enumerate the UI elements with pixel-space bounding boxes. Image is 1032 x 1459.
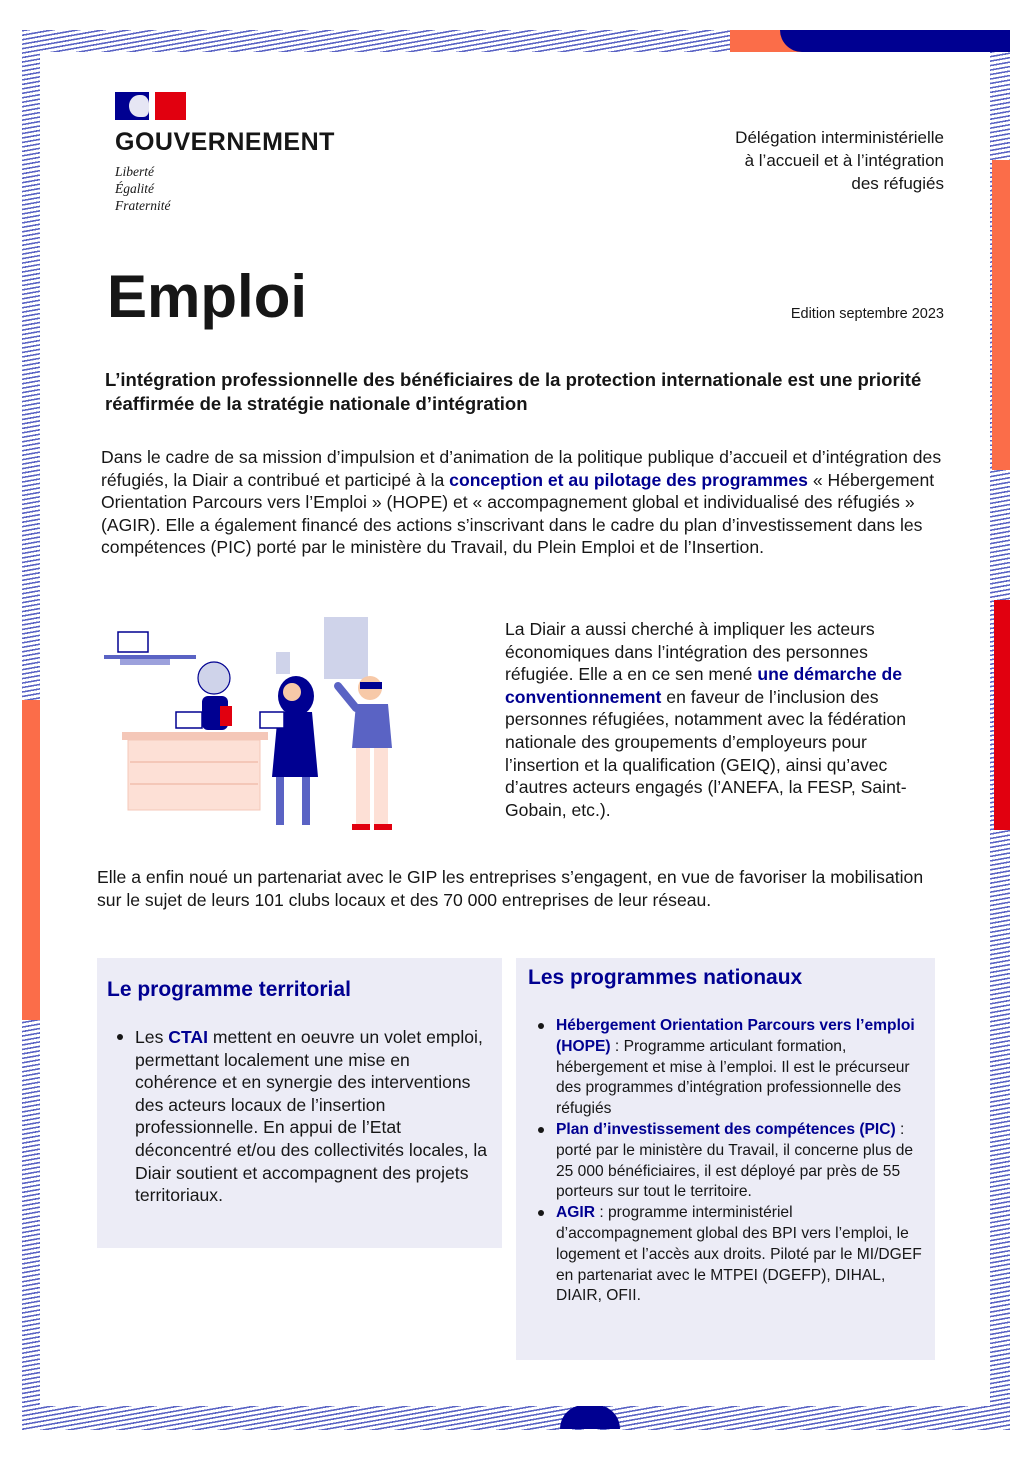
text-span: en faveur de l’inclusion des personnes réfugiées, notamment avec la fédération nationale des groupements d’employeurs pour l’insertion et la qualification (GEIQ), ainsi qu’avec d’autres acteurs engagés (l’ANEFA, la FESP, Saint-Gobain, etc.). <box>505 686 907 820</box>
item-label: AGIR <box>556 1204 595 1222</box>
list-item <box>528 1016 923 1120</box>
text-span: mettent en oeuvre un volet emploi, permettant localement une mise en cohérence et en synergie des interventions des acteurs locaux de l’insertion professionnelle. En appui de l’Etat déconcentré et/ou des collectivités locales, la Diair soutient et accompagnent des projets territoriaux. <box>135 1027 488 1206</box>
item-label: Plan d’investissement des compétences (PIC) <box>556 1120 896 1138</box>
motto-line: Fraternité <box>115 198 171 213</box>
box-heading: Le programme territorial <box>107 978 351 1001</box>
highlighted-text: une démarche de conventionnement <box>505 664 903 707</box>
delegation-line: Délégation interministérielle <box>735 128 944 147</box>
delegation-line: à l’accueil et à l’intégration <box>744 151 944 170</box>
text-span: Dans le cadre de sa mission d’impulsion et d’animation de la politique publique d’accueil et d’intégration des réfugiés, la Diair a contribué et participé à la <box>101 447 942 490</box>
text-span: : Programme articulant formation, hébergement et mise à l’emploi. Il est le précurseur des programmes d’intégration professionnelle des réfugiés <box>556 1037 910 1118</box>
text-span: Les <box>135 1027 169 1047</box>
bullet-list <box>107 1026 490 1207</box>
territorial-program-box <box>97 958 502 1248</box>
gip-paragraph: Elle a enfin noué un partenariat avec le GIP les entreprises s’engagent, en vue de favoriser la mobilisation sur le sujet de leurs 101 clubs locaux et des 70 000 entreprises de leur réseau. <box>97 867 924 910</box>
list-item <box>528 1203 923 1307</box>
motto <box>115 163 335 214</box>
text-span: : porté par le ministère du Travail, il concerne plus de 25 000 bénéficiaires, il est déployé par près de 55 porteurs sur tout le territoire. <box>556 1120 914 1201</box>
delegation-line: des réfugiés <box>851 174 944 193</box>
page-title: Emploi <box>107 263 308 330</box>
partners-paragraph <box>505 618 935 821</box>
list-item <box>107 1026 490 1207</box>
government-name: GOUVERNEMENT <box>115 128 335 156</box>
marianne-icon <box>129 95 149 117</box>
edition-date: Edition septembre 2023 <box>790 306 944 322</box>
delegation-name <box>644 126 944 195</box>
text-span: « Hébergement Orientation Parcours vers l’Emploi » (HOPE) et « accompagnement global et individualisé des réfugiés » (AGIR). Elle a également financé des actions s’inscrivant dans le cadre du plan d’investissement dans les compétences (PIC) porté par le ministère du Travail, du Plein Emploi et de l’Insertion. <box>101 469 935 558</box>
office-illustration <box>100 612 440 837</box>
text-span: La Diair a aussi cherché à impliquer les acteurs économiques dans l’intégration des personnes réfugiée. Elle a en ce sen mené <box>505 619 875 685</box>
intro-paragraph <box>101 446 951 559</box>
text-span: : programme interministériel d’accompagnement global des BPI vers l’emploi, le logement et l’accès aux droits. Piloté par le MI/DGEF en partenariat avec le MTPEI (DGEFP), DIHAL, DIAIR, OFII. <box>556 1204 922 1305</box>
motto-line: Égalité <box>115 181 154 196</box>
motto-line: Liberté <box>115 164 154 179</box>
french-flag-icon <box>115 92 186 120</box>
item-label: CTAI <box>168 1027 209 1047</box>
box-heading: Les programmes nationaux <box>528 966 803 989</box>
highlighted-text: conception et au pilotage des programmes <box>449 469 808 490</box>
bullet-list <box>528 1016 923 1307</box>
government-logo <box>115 92 335 214</box>
lead-paragraph: L’intégration professionnelle des bénéficiaires de la protection internationale est une priorité réaffirmée de la stratégie nationale d’intégration <box>105 369 922 414</box>
national-programs-box <box>516 958 935 1360</box>
item-label: Hébergement Orientation Parcours vers l’emploi (HOPE) <box>556 1017 915 1055</box>
list-item <box>528 1120 923 1203</box>
